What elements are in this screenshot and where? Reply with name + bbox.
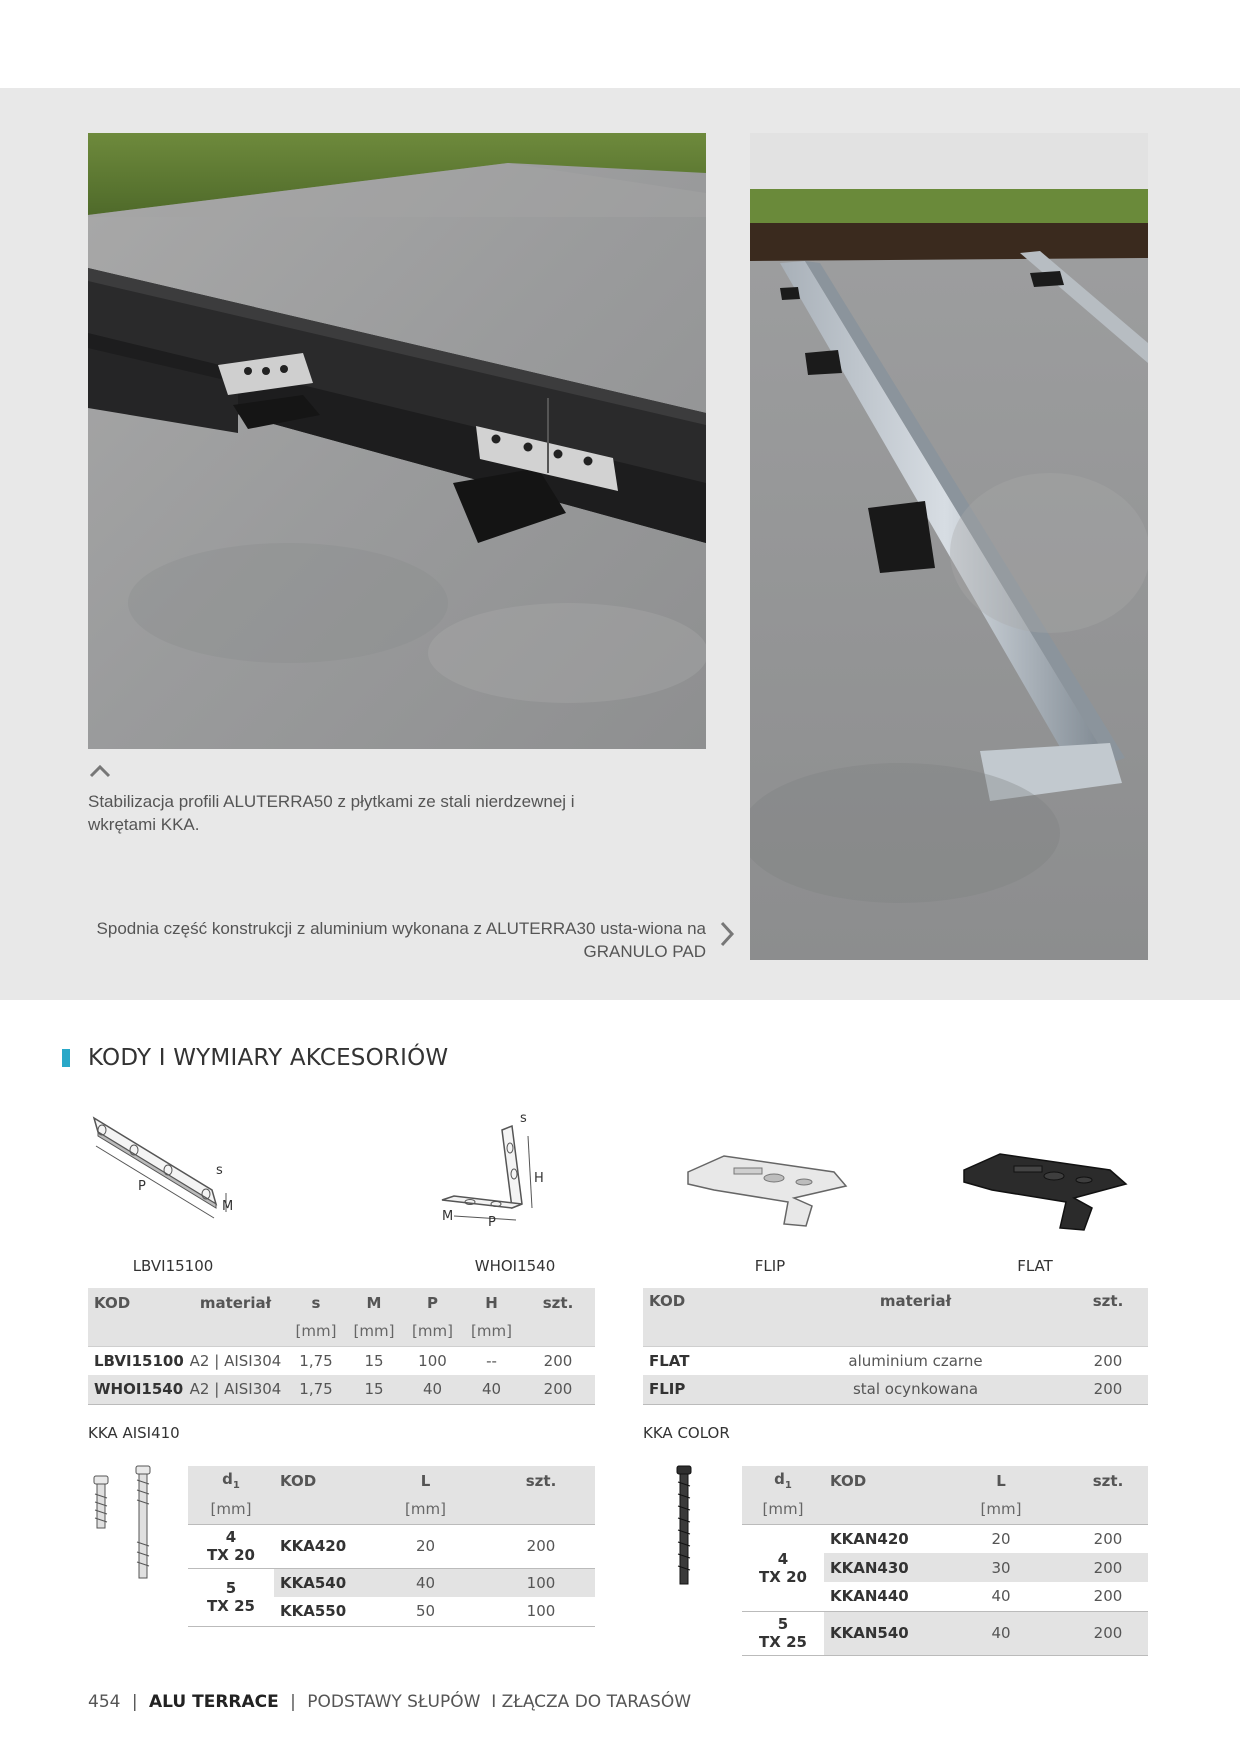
table-row: WHOI1540 A2 | AISI304 1,75 15 40 40 200 xyxy=(88,1375,595,1404)
table-header-row xyxy=(643,1288,1148,1346)
col-l: L xyxy=(364,1466,487,1495)
dim-m: M xyxy=(222,1199,234,1214)
table-header-row xyxy=(88,1288,595,1317)
col-kod: KOD xyxy=(274,1466,364,1495)
table-row: LBVI15100 A2 | AISI304 1,75 15 100 -- 200 xyxy=(88,1346,595,1375)
table-row: 4 TX 20 KKA420 20 200 xyxy=(188,1524,595,1568)
caption-right: Spodnia część konstrukcji z aluminium wykonana z ALUTERRA30 usta-wiona na GRANULO PAD xyxy=(96,919,706,961)
kkan-title: KKA COLOR xyxy=(643,1424,730,1442)
col-d1: $d_1$ xyxy=(188,1466,274,1495)
col-szt: szt. xyxy=(1068,1466,1148,1495)
page-number: 454 xyxy=(88,1692,121,1712)
col-l: L xyxy=(934,1466,1068,1495)
dim-s: s xyxy=(216,1163,223,1178)
footer-separator: | xyxy=(290,1692,296,1712)
arrow-up-icon xyxy=(88,762,112,780)
table-unit-row: [mm] [mm] xyxy=(742,1495,1148,1524)
table-header-row xyxy=(742,1466,1148,1495)
kka-screw-drawing xyxy=(88,1464,158,1584)
caption-left: Stabilizacja profili ALUTERRA50 z płytkami ze stali nierdzewnej i wkrętami KKA. xyxy=(88,792,575,834)
table-row: 5 TX 25 KKAN540 40 200 xyxy=(742,1611,1148,1655)
table-row: 5 TX 25 KKA540 40 100 xyxy=(188,1568,595,1597)
label-lbvi: LBVI15100 xyxy=(132,1257,214,1275)
photo-aluterra50-stabilization xyxy=(88,133,706,749)
col-h: H xyxy=(462,1288,521,1317)
lbvi-plate-drawing xyxy=(88,1108,248,1248)
col-kod: KOD xyxy=(824,1466,934,1495)
col-m: M xyxy=(345,1288,403,1317)
label-flat: FLAT xyxy=(1017,1257,1053,1275)
flip-clip-drawing xyxy=(684,1150,850,1230)
svg-text:H: H xyxy=(534,1171,544,1186)
clips-table xyxy=(643,1288,1148,1405)
svg-text:s: s xyxy=(520,1111,527,1126)
photo-aluterra30-granulo-pad xyxy=(750,133,1148,960)
accent-bar xyxy=(62,1049,70,1067)
col-material: materiał xyxy=(184,1288,287,1317)
footer-separator: | xyxy=(131,1692,138,1712)
flat-clip-drawing xyxy=(960,1150,1130,1234)
col-d1: $d_1$ xyxy=(742,1466,824,1495)
table-row: KKAN430 30 200 xyxy=(742,1553,1148,1582)
footer-brand: ALU TERRACE xyxy=(149,1692,279,1712)
section-heading xyxy=(62,1044,448,1072)
label-whoi: WHOI1540 xyxy=(474,1257,556,1275)
table-row: FLIP stal ocynkowana 200 xyxy=(643,1375,1148,1404)
col-szt: szt. xyxy=(487,1466,595,1495)
col-szt: szt. xyxy=(1068,1288,1148,1346)
table-unit-row: [mm] [mm] [mm] [mm] xyxy=(88,1317,595,1346)
plates-table xyxy=(88,1288,595,1405)
svg-text:M: M xyxy=(442,1209,454,1224)
arrow-right-icon xyxy=(718,920,736,948)
table-row: FLAT aluminium czarne 200 xyxy=(643,1346,1148,1375)
whoi-angle-drawing xyxy=(432,1108,552,1248)
kkan-table xyxy=(742,1466,1148,1656)
table-row: 4 TX 20 KKAN420 20 200 xyxy=(742,1524,1148,1553)
col-szt: szt. xyxy=(521,1288,595,1317)
col-kod: KOD xyxy=(88,1288,184,1317)
kka-color-screw-drawing xyxy=(670,1464,700,1594)
table-unit-row: [mm] [mm] xyxy=(188,1495,595,1524)
page-footer xyxy=(88,1692,691,1712)
col-p: P xyxy=(403,1288,462,1317)
table-row: KKAN440 40 200 xyxy=(742,1582,1148,1611)
table-row: KKA550 50 100 xyxy=(188,1597,595,1626)
col-material: materiał xyxy=(763,1288,1068,1346)
kka-table xyxy=(188,1466,595,1627)
dim-p: P xyxy=(138,1179,146,1194)
section-title: KODY I WYMIARY AKCESORIÓW xyxy=(88,1045,449,1071)
kka-title: KKA AISI410 xyxy=(88,1424,180,1442)
label-flip: FLIP xyxy=(754,1257,786,1275)
svg-text:P: P xyxy=(488,1215,496,1230)
table-header-row xyxy=(188,1466,595,1495)
col-s: s xyxy=(287,1288,345,1317)
footer-section: PODSTAWY SŁUPÓW I ZŁĄCZA DO TARASÓW xyxy=(307,1692,692,1712)
col-kod: KOD xyxy=(643,1288,763,1346)
